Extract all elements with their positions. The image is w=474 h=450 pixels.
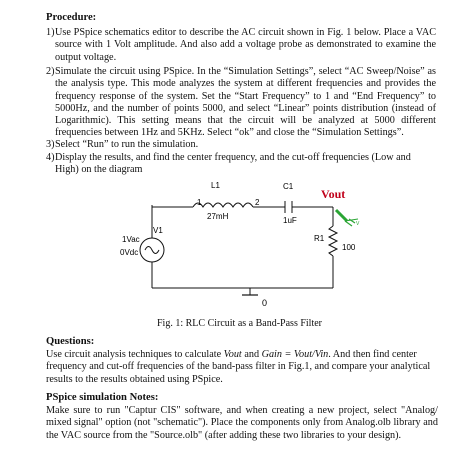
rlc-circuit-diagram xyxy=(0,175,474,325)
svg-text:V: V xyxy=(356,221,360,227)
step-number: 1) xyxy=(46,27,55,38)
inductor-l1-pin1: 1 xyxy=(197,198,202,207)
step-text: Display the results, and find the center frequency, and the cut-off frequencies (Low and High) on the diagram xyxy=(55,152,411,176)
source-v1-vac: 1Vac xyxy=(122,235,140,244)
gain-formula: Gain = Vout/Vin xyxy=(261,349,329,360)
step-number: 4) xyxy=(46,152,55,163)
step-text: Simulate the circuit using PSpice. In the “Simulation Settings”, select “AC Sweep/Noise” as the analysis type. This mode analyzes the system at different frequencies and provides the frequency response of the system. Set the “Start Frequency” to 1 and “End Frequency” to 5000Hz, and the number of points 5000, and select “Linear” points distribution (instead of Logarithmic). This setting means that the circuit will be analyzed at 5000 different frequencies between 1Hz and 5KHz. Select “ok” and close the “Simulation Settings”. xyxy=(55,66,436,139)
step-number: 2) xyxy=(46,66,55,77)
questions-text-start: Use circuit analysis techniques to calculate xyxy=(46,349,224,360)
capacitor-c1-value: 1uF xyxy=(283,216,297,225)
inductor-l1-value: 27mH xyxy=(207,212,229,221)
notes-heading: PSpice simulation Notes: xyxy=(46,392,159,403)
step-text: Select “Run” to run the simulation. xyxy=(55,139,199,150)
source-v1-vdc: 0Vdc xyxy=(120,248,139,257)
wire-top-left xyxy=(152,205,193,207)
procedure-heading: Procedure: xyxy=(46,12,97,23)
figure-caption: Fig. 1: RLC Circuit as a Band-Pass Filter xyxy=(157,318,322,329)
step-number: 3) xyxy=(46,139,55,150)
questions-text-end: . And then find center frequency and cut-off frequencies of the band-pass filter in Fig.1, and compare your analytical results to the results obtained using PSpice. xyxy=(46,349,431,385)
ac-sine-icon xyxy=(145,247,159,254)
step-text: Use PSpice schematics editor to describe the AC circuit shown in Fig. 1 below. Place a VAC source with 1 Volt amplitude. And also add a voltage probe as demonstrated to examine the output voltage. xyxy=(55,27,436,63)
inductor-l1-label: L1 xyxy=(211,181,220,190)
questions-text-mid: and xyxy=(241,349,262,360)
vout-variable: Vout xyxy=(223,349,242,360)
source-v1-label: V1 xyxy=(153,226,163,235)
inductor-l1-pin2: 2 xyxy=(255,198,260,207)
questions-text xyxy=(46,349,436,386)
resistor-r1-value: 100 xyxy=(342,243,356,252)
ground-label: 0 xyxy=(262,298,268,308)
voltage-probe-icon xyxy=(336,210,360,227)
procedure-step-3 xyxy=(46,139,436,151)
resistor-r1-symbol xyxy=(329,226,337,256)
inductor-l1-symbol xyxy=(193,203,253,207)
capacitor-c1-label: C1 xyxy=(283,182,294,191)
procedure-step-2 xyxy=(46,66,436,140)
procedure-step-1 xyxy=(46,27,436,64)
vout-label: Vout xyxy=(321,187,346,201)
notes-text: Make sure to run "Captur CIS" software, and when creating a new project, select "Analog/ mixed signal" option (not "schematic"). Place the components only from Analog.olb library and the VAC source from the "Source.olb" (after adding these two libraries to your design). xyxy=(46,405,438,441)
questions-heading: Questions: xyxy=(46,336,95,347)
procedure-step-4 xyxy=(46,152,436,177)
resistor-r1-label: R1 xyxy=(314,234,325,243)
